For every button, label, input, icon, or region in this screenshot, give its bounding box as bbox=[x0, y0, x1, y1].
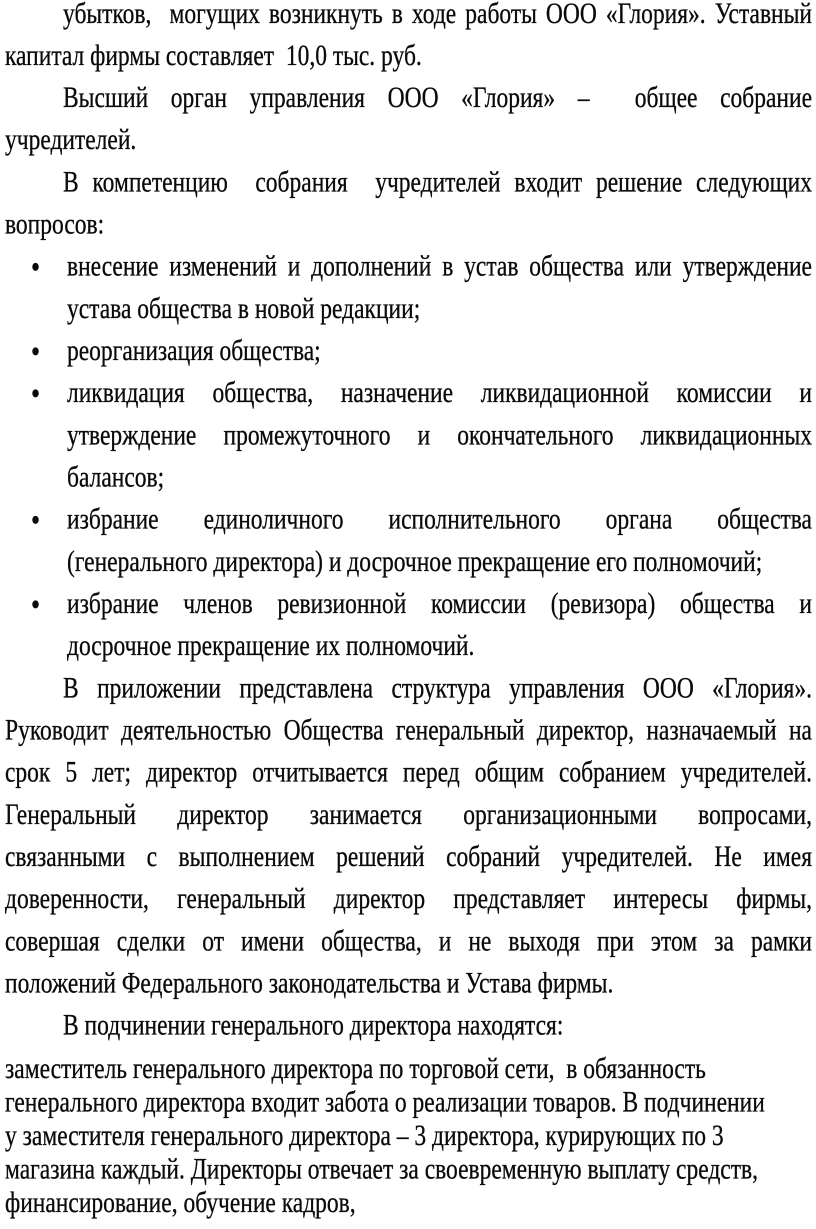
bullet-icon: ● bbox=[31, 510, 41, 530]
bullet-list-item bbox=[5, 246, 812, 330]
bullet-icon: ● bbox=[31, 594, 41, 615]
paragraph bbox=[5, 162, 812, 246]
text-line: убытков, могущих возникнуть в ходе работы ООО «Глория». Уставный bbox=[63, 0, 812, 31]
text-line: доверенности, генеральный директор представляет интересы фирмы, bbox=[5, 883, 812, 916]
text-line: магазина каждый. Директоры отвечает за своевременную выплату средств, bbox=[5, 1153, 758, 1186]
text-line: у заместителя генерального директора – 3 директора, курирующих по 3 bbox=[5, 1120, 724, 1153]
text-line: (генерального директора) и досрочное прекращение его полномочий; bbox=[67, 546, 763, 579]
text-line: генерального директора входит забота о реализации товаров. В подчинении bbox=[5, 1086, 765, 1119]
paragraph bbox=[5, 77, 812, 161]
bullet-list-item bbox=[5, 499, 812, 583]
text-line: устава общества в новой редакции; bbox=[67, 293, 421, 326]
bullet-icon: ● bbox=[31, 257, 41, 277]
text-line: Высший орган управления ООО «Глория» – общее собрание bbox=[63, 82, 812, 115]
paragraph bbox=[5, 668, 812, 1005]
text-line: балансов; bbox=[67, 461, 165, 494]
text-line: ликвидация общества, назначение ликвидационной комиссии и bbox=[67, 377, 812, 410]
paragraph bbox=[5, 1005, 812, 1047]
bullet-list-item bbox=[5, 330, 812, 372]
text-line: финансирование, обучение кадров, bbox=[5, 1187, 356, 1220]
text-line: капитал фирмы составляет 10,0 тыс. руб. bbox=[5, 40, 422, 73]
text-line: реорганизация общества; bbox=[67, 335, 321, 368]
text-line: Генеральный директор занимается организационными вопросами, bbox=[5, 799, 812, 832]
paragraph bbox=[5, 1053, 812, 1220]
text-line: учредителей. bbox=[5, 124, 137, 157]
text-line: избрание единоличного исполнительного органа общества bbox=[67, 503, 812, 537]
text-line: утверждение промежуточного и окончательного ликвидационных bbox=[67, 419, 812, 452]
text-line: В компетенцию собрания учредителей входит решение следующих bbox=[63, 166, 812, 199]
text-line: В приложении представлена структура управления ООО «Глория». bbox=[63, 672, 812, 705]
text-line: избрание членов ревизионной комиссии (ревизора) общества и bbox=[67, 588, 812, 621]
bullet-icon: ● bbox=[31, 383, 41, 404]
bullet-icon: ● bbox=[31, 341, 41, 362]
text-line: В подчинении генерального директора находятся: bbox=[63, 1009, 564, 1043]
text-line: положений Федерального законодательства и Устава фирмы. bbox=[5, 967, 614, 1000]
text-line: вопросов: bbox=[5, 208, 105, 241]
text-line: совершая сделки от имени общества, и не выходя при этом за рамки bbox=[5, 925, 812, 958]
text-line: связанными с выполнением решений собраний учредителей. Не имея bbox=[5, 841, 812, 874]
text-line: срок 5 лет; директор отчитывается перед общим собранием учредителей. bbox=[5, 756, 812, 790]
text-line: внесение изменений и дополнений в устав общества или утверждение bbox=[67, 250, 812, 284]
paragraph bbox=[5, 0, 812, 77]
text-line: досрочное прекращение их полномочий. bbox=[67, 630, 475, 663]
text-line: Руководит деятельностью Общества генеральный директор, назначаемый на bbox=[5, 714, 812, 747]
text-line: заместитель генерального директора по торговой сети, в обязанность bbox=[5, 1053, 706, 1086]
bullet-list-item bbox=[5, 372, 812, 498]
bullet-list-item bbox=[5, 583, 812, 667]
